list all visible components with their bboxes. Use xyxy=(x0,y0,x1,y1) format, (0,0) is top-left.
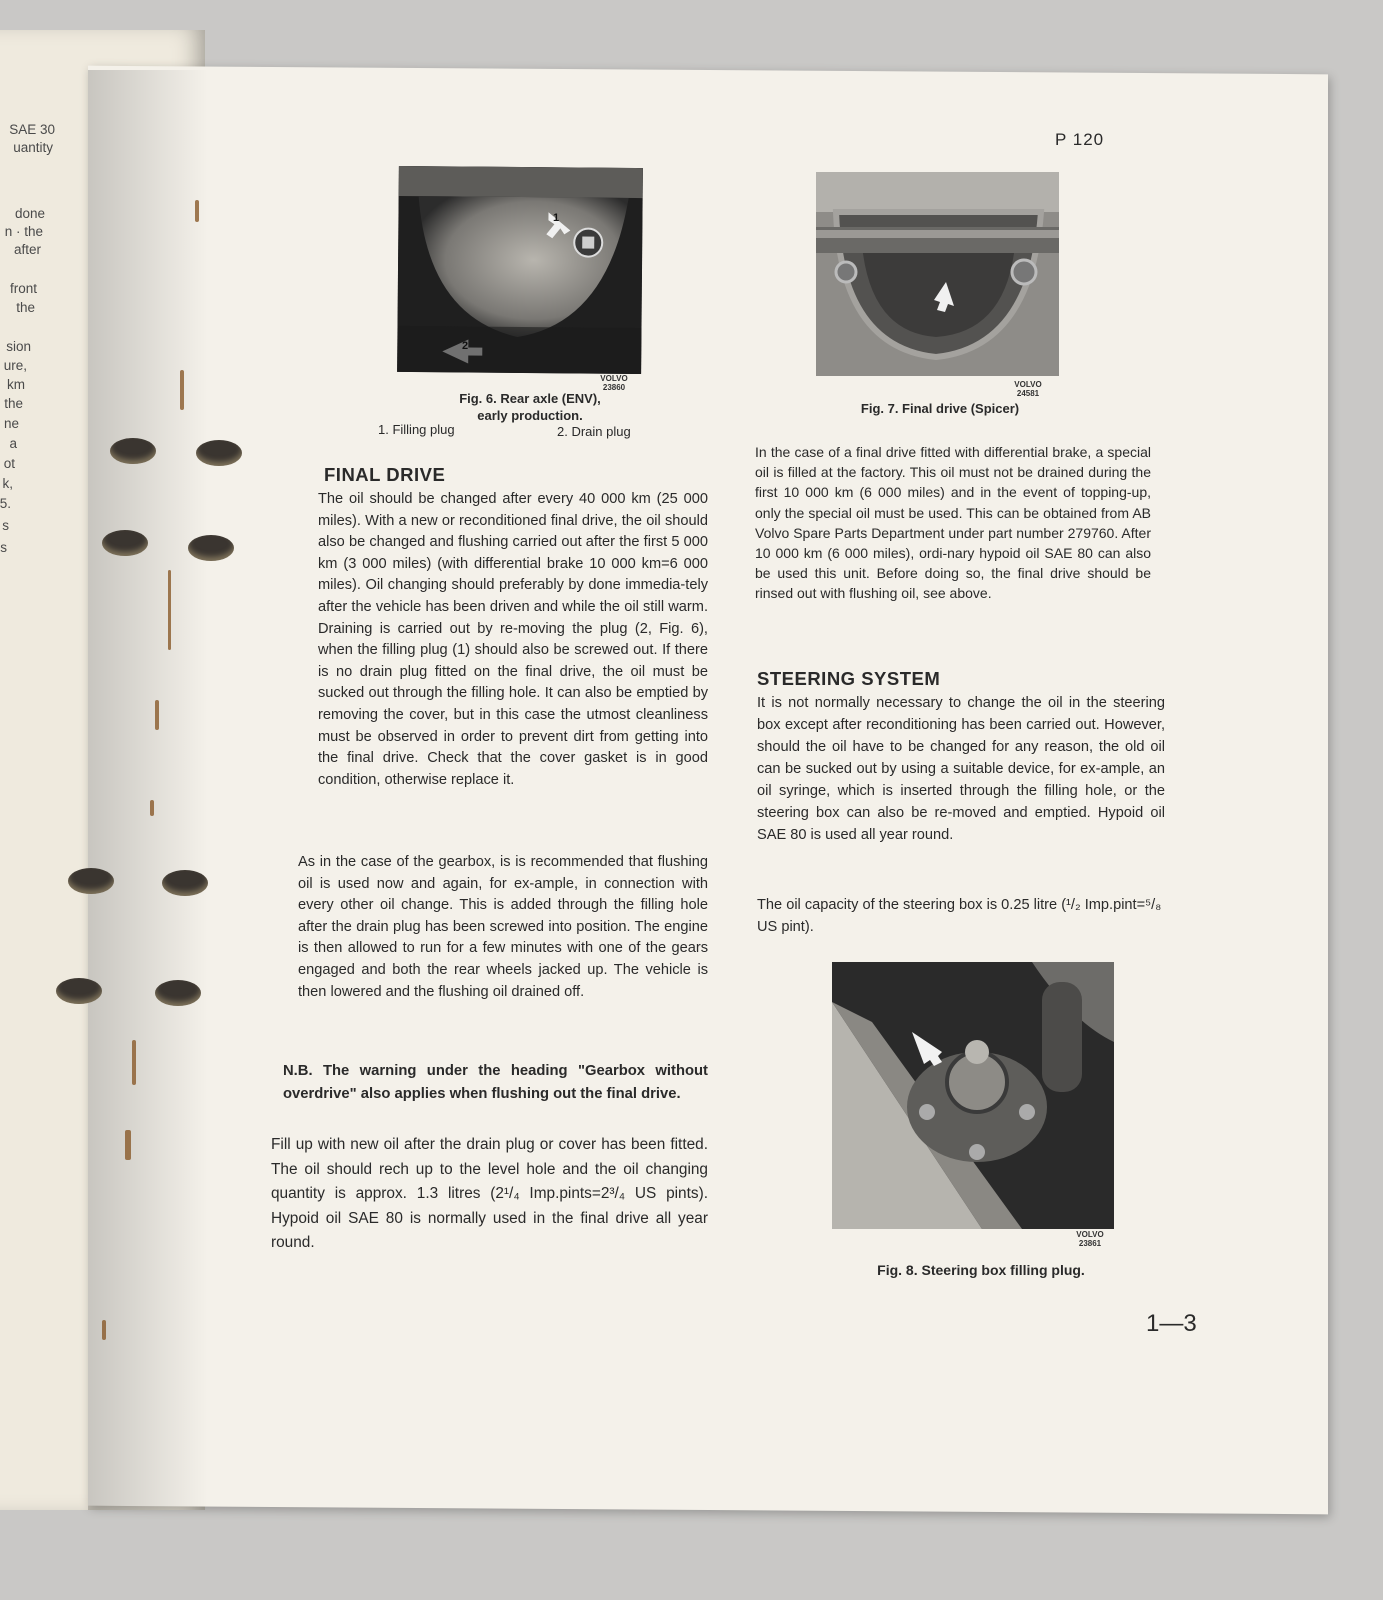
binder-hole xyxy=(188,535,234,561)
rust-stain xyxy=(155,700,159,730)
binder-hole xyxy=(196,440,242,466)
page-code: P 120 xyxy=(1055,130,1105,149)
fig7-photo xyxy=(816,172,1059,376)
left-fragment: the xyxy=(4,396,23,411)
final-drive-paragraph-1 xyxy=(318,489,708,791)
rust-stain xyxy=(180,370,184,410)
differential-brake-text: In the case of a final drive fitted with differential brake, a special oil is filled at the factory. This oil must not be drained during the first 10 000 km (6 000 miles) and in the event of topping-up, only the special oil must be used. This can be obtained from AB Volvo Spare Parts Department under part number 279760. After 10 000 km (6 000 miles), ordi-nary hypoid oil SAE 80 can also be used this unit. Before doing so, the final drive should be rinsed out with flushing oil, see above. xyxy=(755,444,1151,602)
fig6-code-top: VOLVO xyxy=(600,374,628,383)
fig6-photo xyxy=(397,166,643,374)
fig6-legend-2: 2. Drain plug xyxy=(557,424,631,439)
rust-stain xyxy=(195,200,199,222)
fig8-photo xyxy=(832,962,1114,1229)
binder-hole xyxy=(162,870,208,896)
binder-hole xyxy=(110,438,156,464)
fig6-legend-1: 1. Filling plug xyxy=(378,422,455,437)
left-fragment: 5. xyxy=(0,496,11,511)
steering-text: The oil capacity of the steering box is 0.25 litre (¹/₂ Imp.pint=⁵/₈ US pint). xyxy=(757,897,1162,935)
rust-stain xyxy=(125,1130,131,1160)
fig6-caption-line2: early production. xyxy=(477,408,583,423)
left-fragment: ne xyxy=(3,416,19,431)
left-fragment: s xyxy=(2,518,9,533)
binder-hole xyxy=(155,980,201,1006)
left-fragment: uantity xyxy=(13,140,53,155)
final-drive-text: Fill up with new oil after the drain plug or cover has been fitted. The oil should rech up to the level hole and the oil changing quantity is approx. 1.3 litres (2¹/₄ Imp.pints=2³/₄ US pints). Hypoid oil SAE 80 is normally used in the final drive all year round. xyxy=(271,1136,708,1251)
left-fragment: ure, xyxy=(3,358,27,373)
fig7-code-number: 24581 xyxy=(1016,389,1040,398)
binder-hole xyxy=(102,530,148,556)
final-drive-heading: FINAL DRIVE xyxy=(324,464,446,485)
final-drive-note xyxy=(283,1060,708,1106)
page-number: 1—3 xyxy=(1146,1310,1197,1337)
rust-stain xyxy=(132,1040,136,1085)
differential-brake-paragraph xyxy=(755,442,1151,604)
steering-paragraph-1 xyxy=(757,692,1165,846)
fig8-code-top: VOLVO xyxy=(1076,1230,1104,1239)
final-drive-paragraph-3 xyxy=(271,1133,708,1256)
fig7-reference-code xyxy=(1008,380,1048,398)
binder-hole xyxy=(56,978,102,1004)
fig6-marker-1: 1 xyxy=(553,212,560,224)
fig6-caption-line1: Fig. 6. Rear axle (ENV), xyxy=(459,391,601,406)
left-fragment: done xyxy=(14,206,45,221)
left-fragment: after xyxy=(13,242,41,257)
left-fragment: s xyxy=(0,540,7,555)
steering-system-heading: STEERING SYSTEM xyxy=(757,668,941,689)
left-fragment: a xyxy=(9,436,17,451)
left-fragment: front xyxy=(9,281,37,296)
fig8-reference-code xyxy=(1070,1230,1110,1248)
left-fragment: k, xyxy=(2,476,13,491)
left-fragment: the xyxy=(16,300,35,315)
final-drive-text: The oil should be changed after every 40 000 km (25 000 miles). With a new or reconditioned final drive, the oil should also be changed and flushing carried out after the first 5 000 km (3 000 miles) (with differential brake 10 000 km=6 000 miles). Oil changing should preferably by done immedia-tely after the vehicle has been driven and while the oil still warm. Draining is carried out by re-moving the plug (2, Fig. 6), when the filling plug (1) should also be screwed out. If there is no drain plug fitted on the final drive, the oil must be sucked out through the filling hole. It can also be emptied by removing the cover, but in this case the utmost cleanliness must be observed in order to prevent dirt from getting into the final drive. Check that the cover gasket is in good condition, otherwise replace it. xyxy=(318,491,708,788)
left-fragment: sion xyxy=(6,339,31,354)
rust-stain xyxy=(150,800,154,816)
binder-hole xyxy=(68,868,114,894)
left-fragment: SAE 30 xyxy=(9,122,55,137)
rust-stain xyxy=(168,570,171,650)
fig8-code-number: 23861 xyxy=(1078,1239,1102,1248)
left-fragment: ot xyxy=(3,456,15,471)
left-fragment: km xyxy=(7,377,25,392)
fig6-code-number: 23860 xyxy=(602,383,626,392)
steering-text: It is not normally necessary to change the oil in the steering box except after reconditioning has been carried out. However, should the oil have to be changed for any reason, the old oil can be sucked out by using a suitable device, for ex-ample, an oil syringe, which is inserted through the filling hole, or the steering box can also be re-moved and emptied. Hypoid oil SAE 80 is used all year round. xyxy=(757,695,1165,843)
fig7-caption: Fig. 7. Final drive (Spicer) xyxy=(860,401,1020,416)
fig6-marker-2: 2 xyxy=(462,340,469,352)
note-text: N.B. The warning under the heading "Gearbox without overdrive" also applies when flushing out the final drive. xyxy=(283,1063,708,1102)
rust-stain xyxy=(102,1320,106,1340)
left-fragment: n · the xyxy=(4,224,43,239)
fig6-caption xyxy=(410,390,650,424)
final-drive-paragraph-2 xyxy=(298,852,708,1003)
final-drive-text: As in the case of the gearbox, is is recommended that flushing oil is used now and again, for ex-ample, in connection with every other oil change. This is added through the filling hole after the drain plug has been screwed into position. The engine is then allowed to run for a few minutes with one of the gears engaged and both the rear wheels jacked up. The vehicle is then lowered and the flushing oil drained off. xyxy=(298,854,708,1000)
fig7-code-top: VOLVO xyxy=(1014,380,1042,389)
steering-paragraph-2 xyxy=(757,894,1165,938)
fig8-caption: Fig. 8. Steering box filling plug. xyxy=(877,1262,1085,1278)
